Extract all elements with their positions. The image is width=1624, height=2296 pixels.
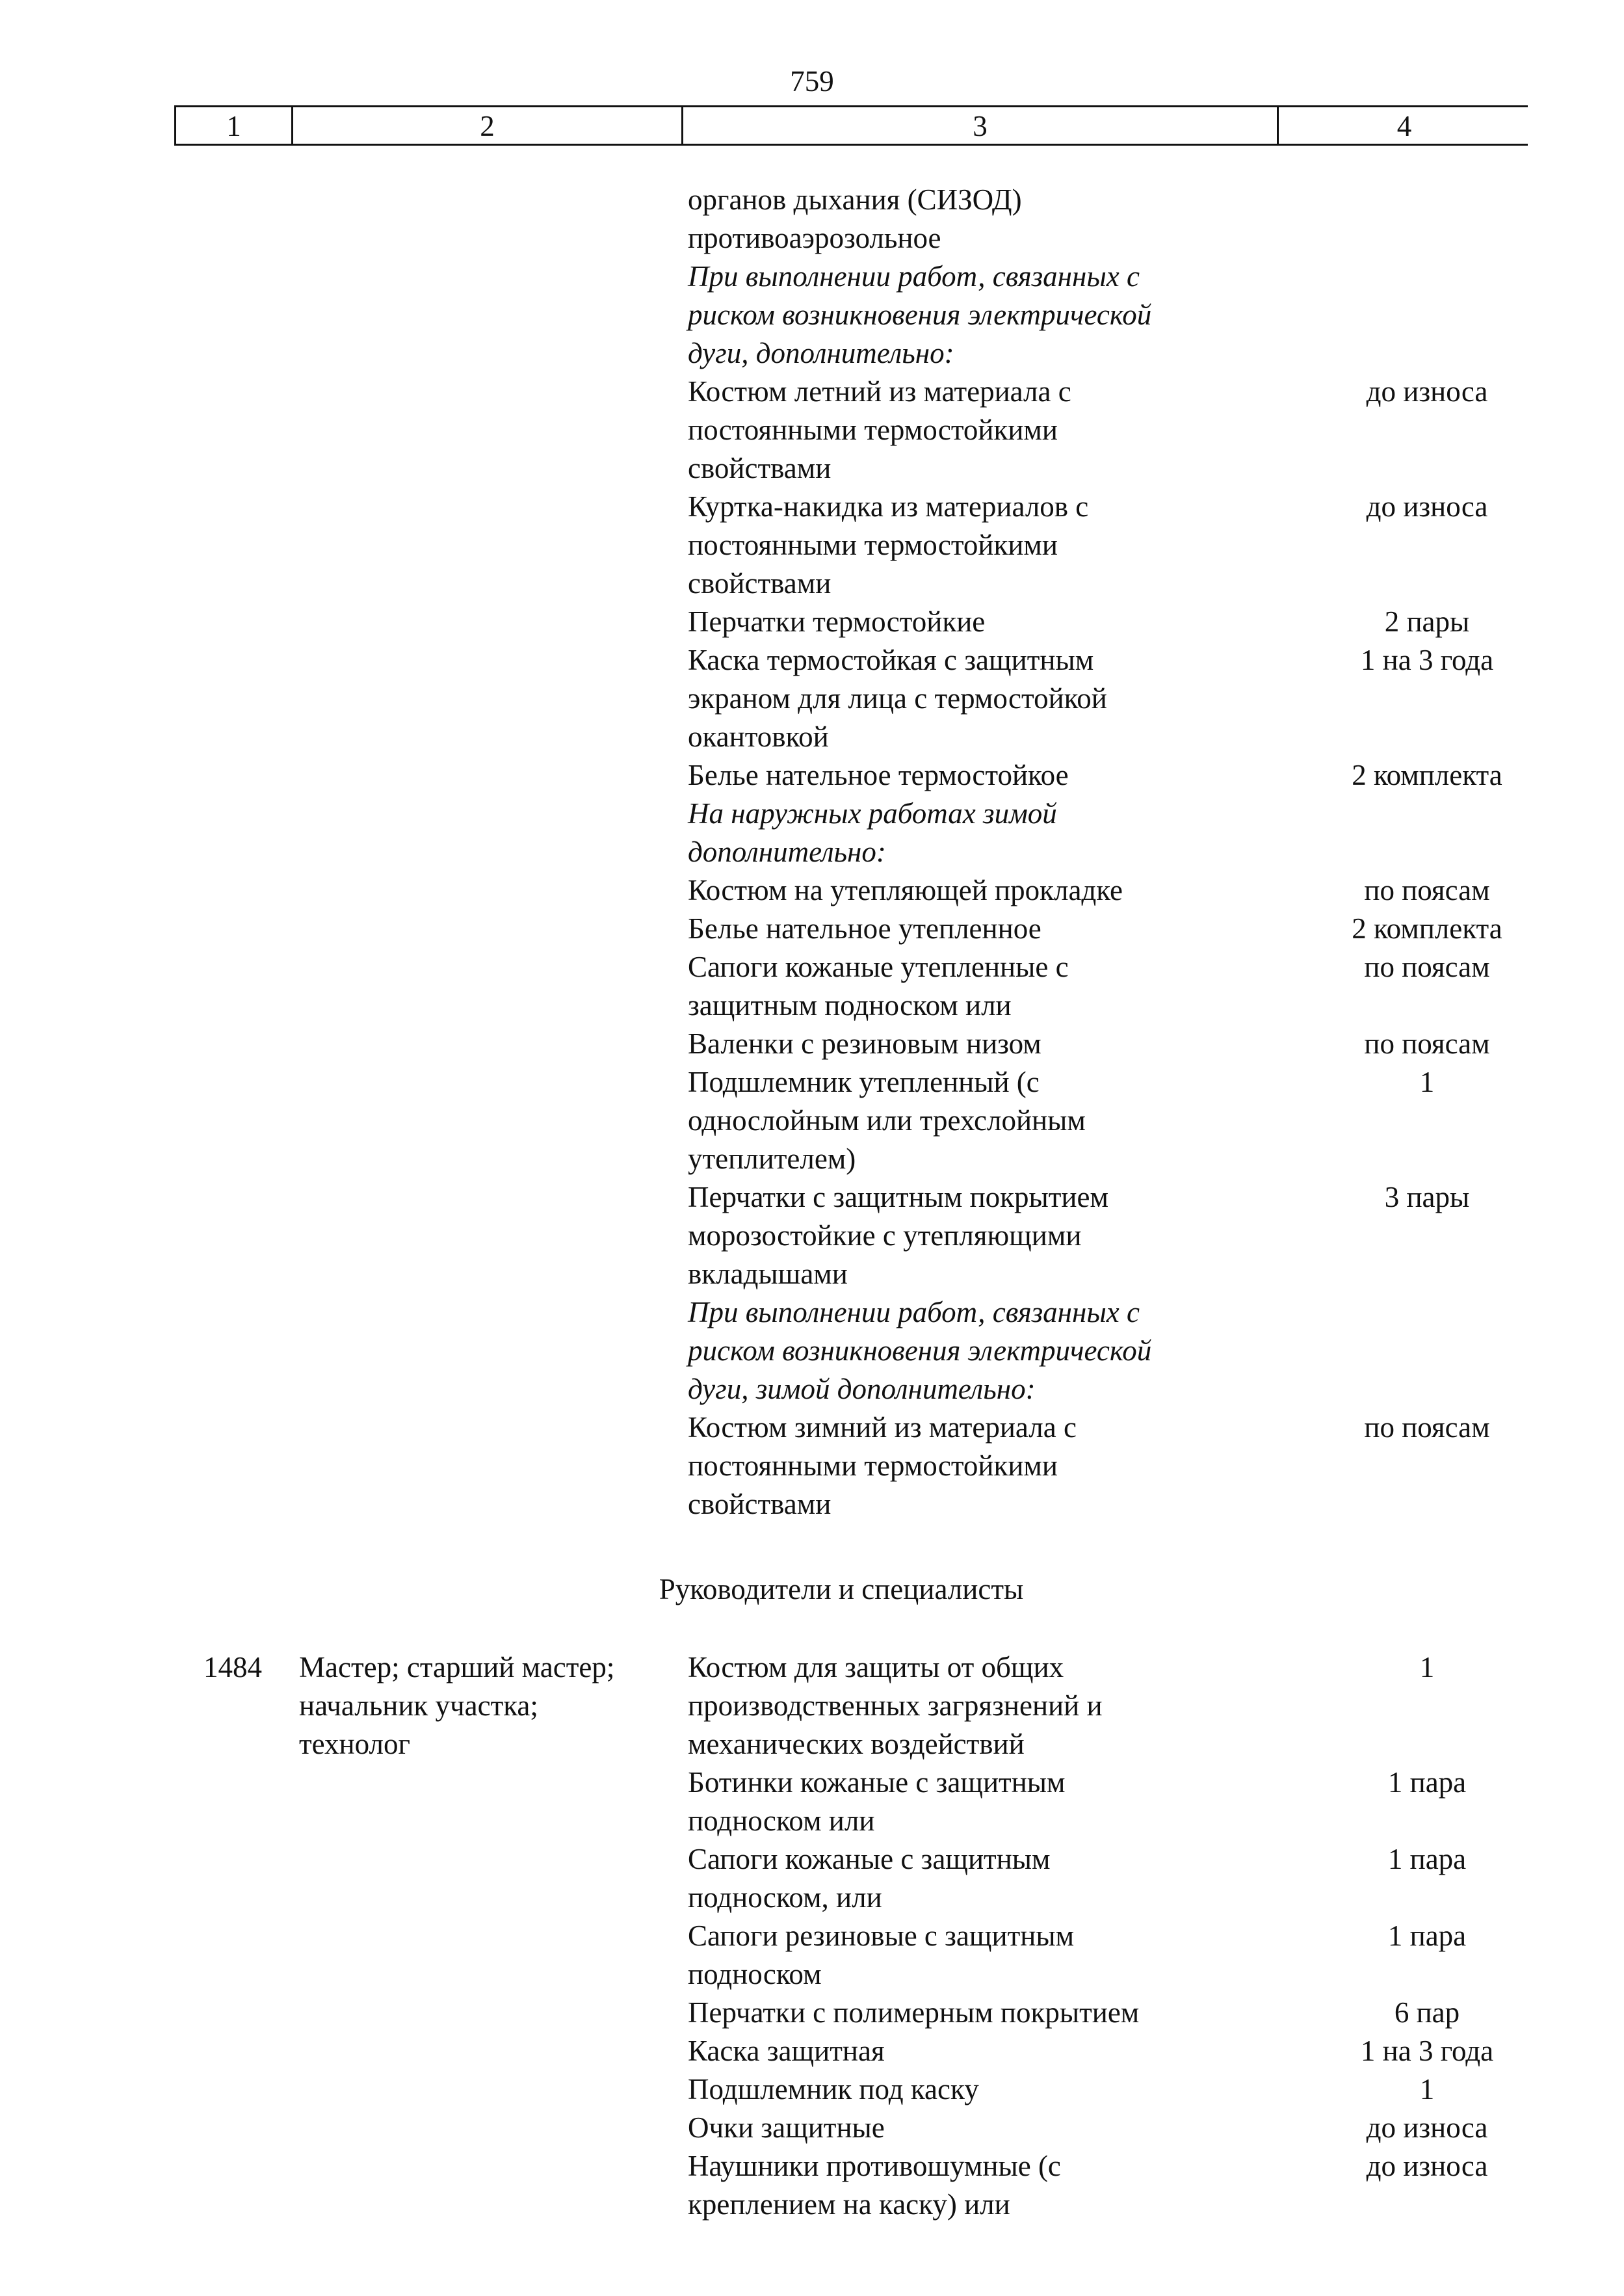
item-name: Перчатки с полимерным покрытием bbox=[688, 1996, 1140, 2029]
item-quantity: 2 комплекта bbox=[1352, 912, 1502, 945]
item-name: Ботинки кожаные с защитным подноском или bbox=[688, 1766, 1066, 1837]
entry-number: 1484 bbox=[203, 1651, 262, 1683]
item-quantity: 1 пара bbox=[1387, 1766, 1467, 1799]
item-name: Каска термостойкая с защитным экраном для лица с термостойкой окантовкой bbox=[688, 644, 1107, 753]
item-quantity: 2 комплекта bbox=[1352, 759, 1502, 791]
item-name: Подшлемник под каску bbox=[688, 2073, 979, 2105]
item-name: Перчатки с защитным покрытием морозостойкие с утепляющими вкладышами bbox=[688, 1181, 1108, 1290]
item-quantity: 1 на 3 года bbox=[1360, 644, 1494, 676]
item-quantity: 1 пара bbox=[1387, 1920, 1467, 1952]
item-quantity: по поясам bbox=[1364, 1027, 1490, 1060]
item-quantity: до износа bbox=[1366, 375, 1488, 408]
header-col-2: 2 bbox=[293, 107, 683, 144]
table-header-row bbox=[174, 105, 1528, 146]
item-name: Наушники противошумные (с креплением на каску) или bbox=[688, 2150, 1061, 2221]
page-number: 759 bbox=[790, 65, 834, 98]
item-quantity: 2 пары bbox=[1384, 605, 1470, 638]
item-name: Сапоги кожаные утепленные с защитным подноском или bbox=[688, 951, 1069, 1022]
item-quantity: по поясам bbox=[1364, 951, 1490, 983]
item-name: Костюм зимний из материала с постоянными термостойкими свойствами bbox=[688, 1411, 1077, 1520]
item-name: Очки защитные bbox=[688, 2111, 885, 2144]
item-name: Подшлемник утепленный (с однослойным или трехслойным утеплителем) bbox=[688, 1066, 1086, 1175]
entry-position: Мастер; старший мастер; начальник участка; технолог bbox=[299, 1651, 615, 1760]
item-name: Белье нательное термостойкое bbox=[688, 759, 1069, 791]
item-quantity: 1 на 3 года bbox=[1360, 2035, 1494, 2067]
item-quantity: до износа bbox=[1366, 2150, 1488, 2182]
item-name: Валенки с резиновым низом bbox=[688, 1027, 1041, 1060]
item-quantity: 1 пара bbox=[1387, 1843, 1467, 1875]
item-condition: При выполнении работ, связанных с риском возникновения электрической дуги, зимой дополнительно: bbox=[688, 1296, 1152, 1405]
header-col-1: 1 bbox=[176, 107, 293, 144]
header-col-4: 4 bbox=[1396, 110, 1412, 142]
item-quantity: 1 bbox=[1419, 1066, 1435, 1098]
item-name: Перчатки термостойкие bbox=[688, 605, 986, 638]
item-quantity: 6 пар bbox=[1394, 1996, 1460, 2029]
item-name: Куртка-накидка из материалов с постоянными термостойкими свойствами bbox=[688, 490, 1089, 600]
item-name: Костюм для защиты от общих производственных загрязнений и механических воздействий bbox=[688, 1651, 1103, 1760]
item-quantity: 3 пары bbox=[1384, 1181, 1470, 1213]
item-condition: При выполнении работ, связанных с риском возникновения электрической дуги, дополнительно: bbox=[688, 260, 1152, 369]
item-name: органов дыхания (СИЗОД) противоаэрозольное bbox=[688, 183, 1022, 254]
item-quantity: до износа bbox=[1366, 490, 1488, 523]
item-quantity: до износа bbox=[1366, 2111, 1488, 2144]
item-name: Костюм на утепляющей прокладке bbox=[688, 874, 1123, 906]
item-quantity: по поясам bbox=[1364, 1411, 1490, 1444]
header-col-3: 3 bbox=[683, 107, 1279, 144]
item-condition: На наружных работах зимой дополнительно: bbox=[688, 797, 1057, 868]
item-name: Белье нательное утепленное bbox=[688, 912, 1041, 945]
item-quantity: по поясам bbox=[1364, 874, 1490, 906]
section-title-text: Руководители и специалисты bbox=[659, 1573, 1024, 1605]
item-quantity: 1 bbox=[1419, 1651, 1435, 1683]
item-quantity: 1 bbox=[1419, 2073, 1435, 2105]
item-name: Сапоги кожаные с защитным подноском, или bbox=[688, 1843, 1051, 1914]
item-name: Костюм летний из материала с постоянными термостойкими свойствами bbox=[688, 375, 1071, 484]
section-title bbox=[0, 1570, 1624, 1609]
item-name: Сапоги резиновые с защитным подноском bbox=[688, 1920, 1075, 1990]
item-name: Каска защитная bbox=[688, 2035, 885, 2067]
